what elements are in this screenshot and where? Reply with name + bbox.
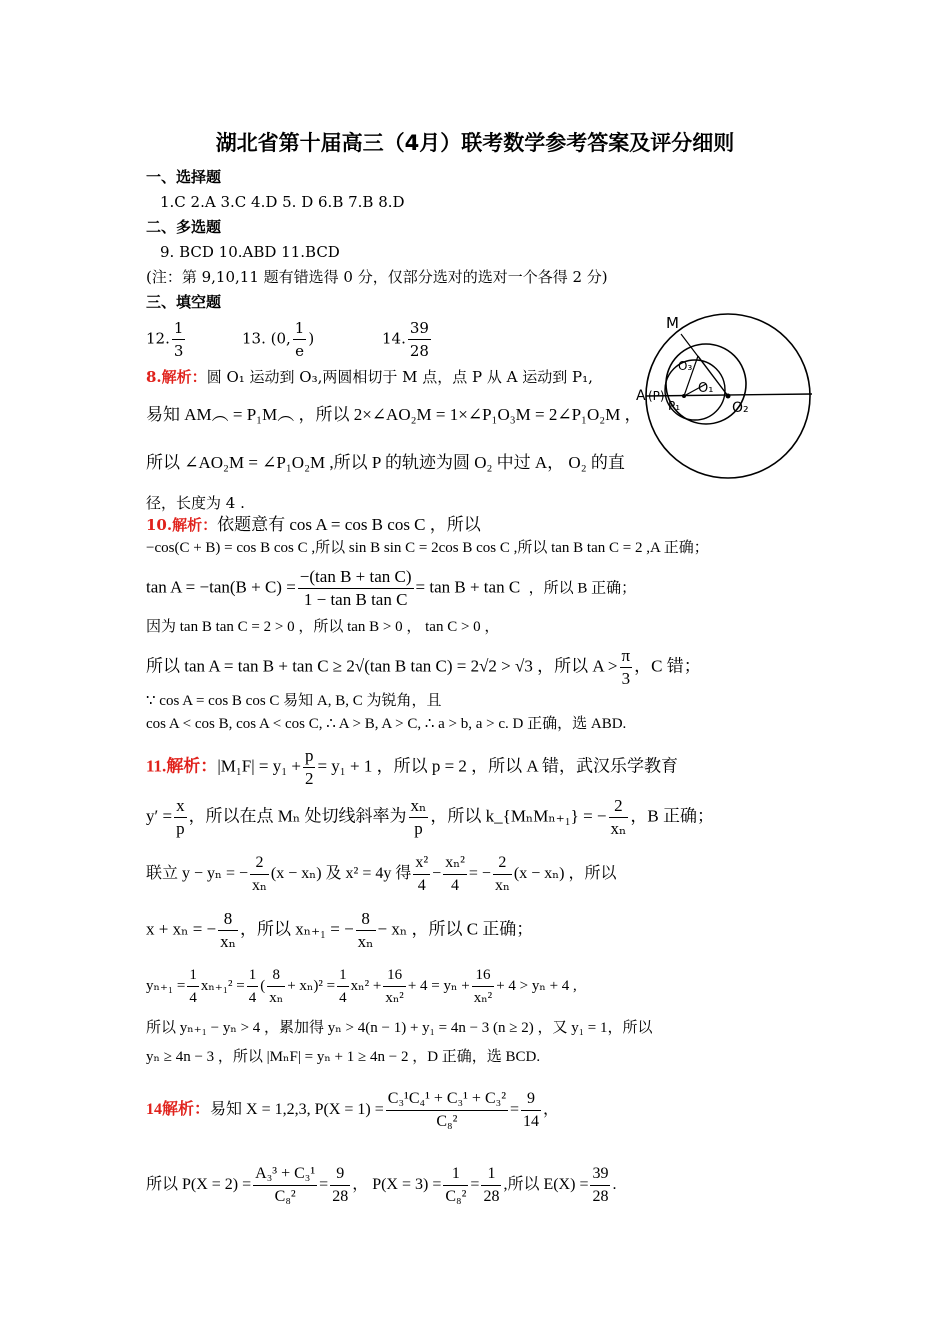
q11-l3-n2: x²	[413, 852, 430, 875]
q13-fraction	[293, 317, 307, 362]
q11-l3-d2: 4	[417, 877, 426, 894]
q11-l2-b: ，所以在点 Mₙ 处切线斜率为	[188, 806, 407, 826]
q14-l2-n4: 1	[481, 1163, 501, 1186]
q11-l5-n2: 1	[247, 964, 259, 987]
label-o1: O₁	[698, 381, 714, 396]
q12-answer	[146, 317, 187, 362]
section-heading-multi: 二、多选题	[146, 218, 222, 236]
q12-label: 12.	[146, 329, 170, 348]
q14-l2-n2: 9	[330, 1163, 350, 1186]
q14-l2-d3: C₈²	[445, 1188, 467, 1205]
scoring-note: (注：第 9,10,11 题有错选得 0 分，仅部分选对的选对一个各得 2 分)	[146, 268, 608, 286]
q11-l5-n4: 1	[337, 964, 349, 987]
q10-line1	[146, 514, 481, 536]
q14-tag: 解析：	[162, 1101, 211, 1119]
q11-l1-pre: |M₁F| = y₁ +	[217, 756, 301, 776]
q14-l2-n5: 39	[590, 1163, 610, 1186]
q11-l5-e: + xₙ)² =	[287, 977, 336, 994]
q11-l2-a: y′ =	[146, 806, 173, 826]
q14-l1-a: 易知 X = 1,2,3, P(X = 1) =	[210, 1101, 384, 1119]
page-title: 湖北省第十届高三（4月）联考数学参考答案及评分细则	[215, 131, 735, 155]
q11-l2-frac3	[609, 795, 629, 840]
q14-l1-b: =	[510, 1101, 520, 1119]
q11-l5-h: + 4 > yₙ + 4 ,	[496, 977, 577, 994]
q13-label: 13. (0,	[242, 329, 291, 348]
q10-l5-den: 3	[621, 669, 631, 688]
section-heading-fill: 三、填空题	[146, 293, 222, 311]
q11-l1-post: = y₁ + 1 ，所以 p = 2 ，所以 A 错，武汉乐学教育	[317, 756, 678, 776]
label-o2: O₂	[732, 400, 749, 416]
q11-l2-frac1	[174, 795, 187, 840]
q11-l3-frac2	[413, 852, 430, 897]
label-p1: P₁	[668, 399, 681, 413]
q11-l5-d6: xₙ²	[473, 990, 493, 1006]
q8-line3: 所以 ∠AO₂M = ∠P₁O₂M ,所以 P 的轨迹为圆 O₂ 中过 A， O₂ 的直	[146, 453, 625, 472]
q11-l3-c: −	[432, 865, 442, 883]
q14-l2-g: .	[612, 1176, 617, 1194]
q11-l3-n4: 2	[493, 852, 512, 875]
q10-label: 10.	[146, 516, 173, 534]
q11-l5-frac3	[267, 964, 285, 1009]
q11-l5-n1: 1	[187, 964, 199, 987]
q14-l2-d4: 28	[483, 1188, 500, 1205]
q13-numerator: 1	[293, 317, 307, 340]
q10-line6: ∵ cos A = cos B cos C 易知 A, B, C 为锐角，且	[146, 693, 442, 709]
q14-l1-n2: 9	[521, 1088, 541, 1111]
q10-l3-num: −(tan B + tan C)	[298, 566, 414, 589]
q14-l2-f: ,所以 E(X) =	[503, 1176, 589, 1194]
q11-l5-d3: xₙ	[269, 990, 284, 1006]
q10-line5	[146, 645, 701, 690]
label-p: (P)	[648, 389, 665, 403]
q11-l3-b: (x − xₙ) 及 x² = 4y 得	[270, 865, 412, 883]
multi-choice-answers: 9. BCD 10.ABD 11.BCD	[160, 243, 340, 261]
label-o3: O₃	[678, 359, 693, 373]
q11-l4-n2: 8	[356, 908, 376, 931]
q11-l5-d4: 4	[339, 990, 347, 1006]
q11-l3-d1: xₙ	[252, 877, 267, 894]
q10-tag: 解析：	[172, 516, 218, 534]
q11-label: 11.	[146, 756, 167, 776]
q14-l1-den: C₈²	[436, 1113, 458, 1130]
q10-l3-fraction	[298, 566, 414, 611]
q11-l2-d2: p	[414, 819, 423, 838]
q11-l5-n5: 16	[383, 964, 406, 987]
q11-l2-n3: 2	[609, 795, 629, 818]
q14-l2-a: 所以 P(X = 2) =	[146, 1176, 252, 1194]
q11-l2-n2: xₙ	[409, 795, 429, 818]
circle-figure	[636, 306, 826, 484]
q11-l1-fraction	[303, 745, 316, 790]
q11-line3	[146, 852, 616, 897]
q11-l3-f: (x − xₙ) ，所以	[513, 865, 617, 883]
q14-l2-b: =	[319, 1176, 329, 1194]
q14-l2-frac3	[443, 1163, 468, 1208]
q11-l5-a: yₙ₊₁ =	[146, 977, 186, 994]
q11-l5-frac2	[247, 964, 259, 1009]
q14-l2-e: =	[470, 1176, 480, 1194]
q11-l5-frac1	[187, 964, 199, 1009]
q11-l5-c: (	[260, 977, 266, 994]
q10-line2: −cos(C + B) = cos B cos C ,所以 sin B sin C = 2cos B cos C ,所以 tan B tan C = 2 ,A 正确；	[146, 540, 709, 556]
q11-l5-frac6	[472, 964, 495, 1009]
q13-denominator: e	[295, 342, 305, 360]
q8-line2: 易知 AM︵ = P₁M︵ ，所以 2×∠AO₂M = 1×∠P₁O₃M = 2∠P₁O₂M ，	[146, 405, 642, 424]
q14-l1-c: ，	[543, 1101, 560, 1119]
q11-line5	[146, 964, 577, 1009]
point-o2	[726, 394, 731, 399]
q11-line1	[146, 745, 678, 790]
q11-l2-d: ，B 正确；	[630, 806, 714, 826]
q11-l5-f: xₙ² +	[350, 977, 382, 994]
q14-l2-frac4	[481, 1163, 501, 1208]
label-m: M	[666, 314, 679, 332]
q14-l2-d5: 28	[592, 1188, 609, 1205]
section-heading-choice: 一、选择题	[146, 168, 222, 186]
q11-l5-n3: 8	[267, 964, 285, 987]
q11-tag: 解析：	[166, 756, 218, 776]
q8-line1	[146, 366, 593, 388]
q11-l5-b: xₙ₊₁² =	[200, 977, 245, 994]
q11-l5-d5: xₙ²	[385, 990, 404, 1006]
q11-line2	[146, 795, 714, 840]
q14-l1-frac2	[521, 1088, 541, 1133]
q8-label: 8.	[146, 368, 162, 386]
q11-l4-frac1	[218, 908, 238, 953]
q10-l5-post: ，C 错；	[634, 656, 701, 676]
q14-l1-frac1	[386, 1088, 508, 1133]
q14-denominator: 28	[409, 342, 429, 360]
q13-close: )	[308, 329, 315, 348]
q8-tag: 解析：	[161, 368, 207, 386]
q10-l3-den: 1 − tan B tan C	[303, 590, 408, 609]
q11-l5-frac4	[337, 964, 349, 1009]
point-p1	[682, 394, 686, 398]
q11-l1-den: 2	[304, 769, 314, 788]
q10-line7: cos A < cos B, cos A < cos C, ∴ A > B, A > C, ∴ a > b, a > c. D 正确，选 ABD.	[146, 716, 627, 732]
q10-line3	[146, 566, 636, 611]
q14-line2	[146, 1163, 616, 1208]
label-a: A	[636, 388, 646, 404]
q10-l5-num: π	[620, 645, 633, 668]
q10-l3-post: = tan B + tan C	[415, 577, 521, 597]
single-choice-answers: 1.C 2.A 3.C 4.D 5. D 6.B 7.B 8.D	[160, 193, 405, 211]
q14-numerator: 39	[408, 317, 431, 340]
q10-l3-tail: ，所以 B 正确；	[528, 580, 637, 597]
q11-l4-d2: xₙ	[357, 932, 374, 951]
q10-l5-pre: 所以 tan A = tan B + tan C ≥ 2√(tan B tan C) = 2√2 > √3 ，所以 A >	[146, 656, 618, 676]
q14-l1-d2: 14	[523, 1113, 540, 1130]
q14-l2-d2: 28	[332, 1188, 349, 1205]
q10-l3-pre: tan A = −tan(B + C) =	[146, 577, 296, 597]
q11-l3-d3: 4	[451, 877, 460, 894]
q13-answer	[242, 317, 314, 362]
q10-text1: 依题意有 cos A = cos B cos C ，所以	[217, 515, 481, 534]
q14-line1	[146, 1088, 559, 1133]
q11-l5-frac5	[383, 964, 406, 1009]
q11-l5-d2: 4	[248, 990, 257, 1006]
q11-l2-frac2	[409, 795, 429, 840]
q14-l2-d1: C₈²	[274, 1188, 296, 1205]
q11-line4	[146, 908, 533, 953]
q14-l2-n1: A₃³ + C₃¹	[253, 1163, 317, 1186]
q11-l3-e: = −	[468, 865, 491, 883]
q14-l2-frac1	[253, 1163, 317, 1208]
q10-line4: 因为 tan B tan C = 2 > 0 ，所以 tan B > 0 ， tan C > 0 ，	[146, 619, 500, 635]
q14-l2-c: ， P(X = 3) =	[352, 1176, 442, 1194]
q11-l3-frac4	[493, 852, 512, 897]
q11-l3-d4: xₙ	[494, 877, 510, 894]
q11-l5-d1: 4	[189, 990, 197, 1006]
q11-l2-n1: x	[174, 795, 187, 818]
q14-l1-num: C₃¹C₄¹ + C₃¹ + C₃²	[386, 1088, 508, 1111]
q11-l2-d3: xₙ	[610, 819, 627, 838]
q11-l4-a: x + xₙ = −	[146, 919, 217, 939]
q12-numerator: 1	[172, 317, 186, 340]
q11-l5-n6: 16	[472, 964, 495, 987]
q12-fraction	[172, 317, 186, 362]
q11-l3-a: 联立 y − yₙ = −	[146, 865, 248, 883]
q14-l2-n3: 1	[443, 1163, 468, 1186]
q14-label: 14	[146, 1101, 162, 1119]
q11-l4-b: ，所以 xₙ₊₁ = −	[239, 919, 354, 939]
q11-l4-c: − xₙ ，所以 C 正确；	[377, 919, 534, 939]
q8-text1: 圆 O₁ 运动到 O₃,两圆相切于 M 点，点 P 从 A 运动到 P₁,	[206, 368, 593, 386]
q11-l2-d1: p	[176, 819, 185, 838]
q11-l3-n3: xₙ²	[443, 852, 467, 875]
q12-denominator: 3	[173, 342, 184, 360]
q14-label: 14.	[382, 329, 406, 348]
q11-l4-n1: 8	[218, 908, 238, 931]
q8-line4: 径，长度为 4 .	[146, 494, 245, 512]
q11-l4-frac2	[356, 908, 376, 953]
q11-line6: 所以 yₙ₊₁ − yₙ > 4 ，累加得 yₙ > 4(n − 1) + y₁ = 4n − 3 (n ≥ 2) ，又 y₁ = 1，所以	[146, 1020, 653, 1036]
q11-line7: yₙ ≥ 4n − 3 ，所以 |MₙF| = yₙ + 1 ≥ 4n − 2 ，D 正确，选 BCD.	[146, 1049, 541, 1065]
q11-l3-frac3	[443, 852, 467, 897]
q11-l3-n1: 2	[250, 852, 269, 875]
q11-l4-d1: xₙ	[220, 932, 236, 951]
q14-l2-frac2	[330, 1163, 350, 1208]
q14-answer	[382, 317, 433, 362]
q14-fraction	[408, 317, 431, 362]
q11-l1-num: p	[303, 745, 316, 768]
q10-l5-fraction	[620, 645, 633, 690]
q14-l2-frac5	[590, 1163, 610, 1208]
q11-l5-g: + 4 = yₙ +	[407, 977, 470, 994]
q11-l3-frac1	[250, 852, 269, 897]
q11-l2-c: ，所以 k_{MₙMₙ₊₁} = −	[430, 806, 607, 826]
